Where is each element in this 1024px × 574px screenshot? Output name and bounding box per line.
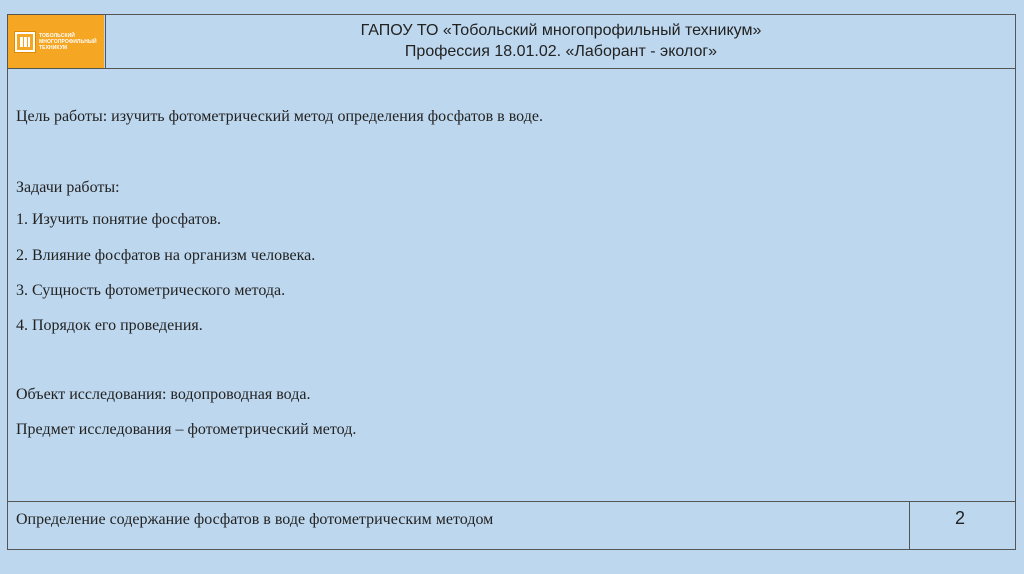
footer-divider-line (7, 501, 1016, 502)
header (7, 14, 1016, 69)
logo-emblem-icon (14, 31, 36, 53)
page-number: 2 (955, 508, 966, 528)
logo (8, 15, 104, 68)
subject-text: Предмет исследования – фотометрический метод. (16, 421, 357, 438)
goal-text: Цель работы: изучить фотометрический метод определения фосфатов в воде. (16, 108, 543, 125)
footer-title: Определение содержание фосфатов в воде фотометрическим методом (16, 511, 494, 528)
header-title (106, 14, 1016, 68)
task-item: 3. Сущность фотометрического метода. (16, 282, 286, 299)
header-line-1: ГАПОУ ТО «Тобольский многопрофильный техникум» (360, 22, 762, 39)
footer-column-divider (909, 501, 910, 550)
tasks-title: Задачи работы: (16, 179, 120, 196)
header-line-2: Профессия 18.01.02. «Лаборант - эколог» (404, 43, 718, 60)
object-text: Объект исследования: водопроводная вода. (16, 386, 311, 403)
task-item: 1. Изучить понятие фосфатов. (16, 211, 222, 228)
task-item: 4. Порядок его проведения. (16, 317, 203, 334)
logo-text: ТОБОЛЬСКИЙ МНОГОПРОФИЛЬНЫЙ ТЕХНИКУМ (39, 33, 97, 51)
task-item: 2. Влияние фосфатов на организм человека. (16, 247, 316, 264)
